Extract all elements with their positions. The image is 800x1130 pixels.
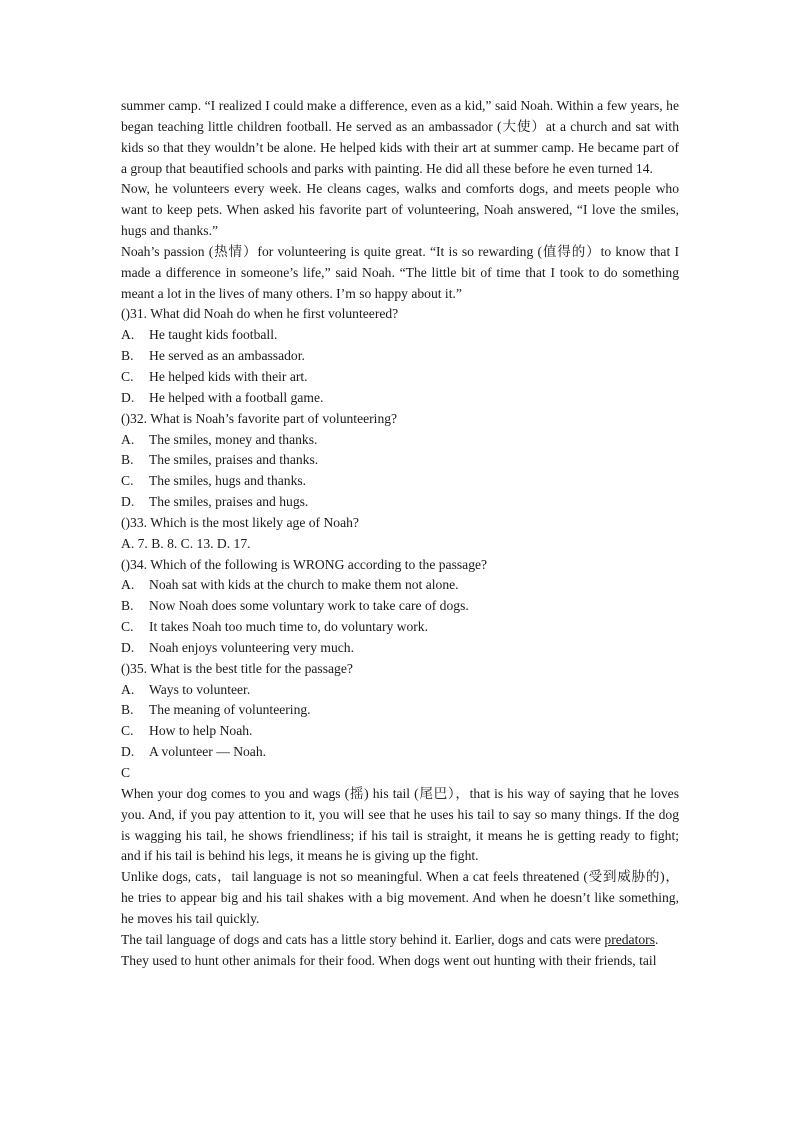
- option-text: The smiles, praises and hugs.: [149, 494, 309, 510]
- option-text: Noah enjoys volunteering very much.: [149, 639, 354, 655]
- option-letter: C.: [121, 473, 134, 489]
- option-letter: A.: [121, 681, 135, 697]
- option-text: He helped with a football game.: [149, 389, 324, 405]
- option-text: The smiles, hugs and thanks.: [149, 473, 307, 489]
- question-33-stem: ()33. Which is the most likely age of Noah?: [121, 514, 359, 530]
- question-31-option-d: [121, 388, 679, 409]
- option-letter: C.: [121, 368, 134, 384]
- option-letter: C.: [121, 619, 134, 635]
- question-35-option-c: [121, 721, 679, 742]
- option-text: Ways to volunteer.: [149, 681, 251, 697]
- option-text: The smiles, money and thanks.: [149, 431, 318, 447]
- section-letter-c: C: [121, 765, 131, 780]
- option-letter: B.: [121, 702, 134, 718]
- option-letter: B.: [121, 348, 134, 364]
- option-text: The smiles, praises and thanks.: [149, 452, 319, 468]
- option-letter: C.: [121, 723, 134, 739]
- question-32-option-a: [121, 430, 679, 451]
- option-text: A volunteer — Noah.: [149, 744, 267, 760]
- question-35-option-b: [121, 700, 679, 721]
- question-34-option-b: [121, 596, 679, 617]
- question-31-option-b: [121, 346, 679, 367]
- passage-c-paragraph-3: [121, 930, 679, 951]
- question-34-option-c: [121, 617, 679, 638]
- option-letter: A.: [121, 327, 135, 343]
- question-35-option-a: [121, 680, 679, 701]
- question-31-option-c: [121, 367, 679, 388]
- option-text: Noah sat with kids at the church to make them not alone.: [149, 577, 459, 593]
- option-letter: D.: [121, 639, 135, 655]
- paragraph-text: The tail language of dogs and cats has a little story behind it. Earlier, dogs and cats were: [121, 931, 601, 947]
- option-letter: D.: [121, 744, 135, 760]
- passage-b-paragraph-1: summer camp. “I realized I could make a difference, even as a kid,” said Noah. Within a few years, he began teaching little children football. He served as an ambassador (大使）at a church and sat with kids so that they wouldn’t be alone. He helped kids with their art at summer camp. He became part of a group that beautified schools and parks with painting. He did all these before he even turned 14.: [121, 98, 679, 176]
- passage-b-paragraph-2: Now, he volunteers every week. He cleans cages, walks and comforts dogs, and meets people who want to keep pets. When asked his favorite part of volunteering, Noah answered, “I love the smiles, hugs and thanks.”: [121, 181, 679, 239]
- option-text: He helped kids with their art.: [149, 368, 308, 384]
- document-page: [121, 96, 679, 971]
- option-text: Now Noah does some voluntary work to take care of dogs.: [149, 598, 469, 614]
- passage-b-paragraph-3: Noah’s passion (热情）for volunteering is quite great. “It is so rewarding (值得的）to know that I made a difference in someone’s life,” said Noah. “The little bit of time that I took to do something meant a lot in the lives of many others. I’m so happy about it.”: [121, 243, 679, 301]
- option-letter: D.: [121, 494, 135, 510]
- option-text: He served as an ambassador.: [149, 348, 305, 364]
- question-32-option-d: [121, 492, 679, 513]
- question-33-inline-options: A. 7. B. 8. C. 13. D. 17.: [121, 535, 251, 551]
- paragraph-punctuation: .: [655, 931, 659, 947]
- option-text: He taught kids football.: [149, 327, 278, 343]
- option-text: It takes Noah too much time to, do voluntary work.: [149, 619, 428, 635]
- question-32-option-b: [121, 450, 679, 471]
- passage-c-paragraph-4: They used to hunt other animals for their food. When dogs went out hunting with their friends, tail: [121, 952, 657, 968]
- option-text: How to help Noah.: [149, 723, 253, 739]
- option-letter: D.: [121, 389, 135, 405]
- option-letter: B.: [121, 452, 134, 468]
- question-32-option-c: [121, 471, 679, 492]
- option-text: The meaning of volunteering.: [149, 702, 311, 718]
- passage-c-paragraph-2: Unlike dogs, cats，tail language is not so meaningful. When a cat feels threatened (受到威胁的)， he tries to appear big and his tail shakes with a big movement. And when he doesn’t like something, he moves his tail quickly.: [121, 869, 679, 926]
- question-34-option-a: [121, 575, 679, 596]
- option-letter: A.: [121, 431, 135, 447]
- question-35-option-d: [121, 742, 679, 763]
- question-35-stem: ()35. What is the best title for the passage?: [121, 660, 353, 676]
- option-letter: B.: [121, 598, 134, 614]
- question-31-option-a: [121, 325, 679, 346]
- question-32-stem: ()32. What is Noah’s favorite part of volunteering?: [121, 410, 398, 426]
- question-34-stem: ()34. Which of the following is WRONG according to the passage?: [121, 556, 488, 572]
- underlined-word-predators: predators: [604, 931, 655, 947]
- option-letter: A.: [121, 577, 135, 593]
- passage-c-paragraph-1: When your dog comes to you and wags (摇) his tail (尾巴），that is his way of saying that he loves you. And, if you pay attention to it, you will see that he uses his tail to say so many things. If the dog is wagging his tail, he shows friendliness; if his tail is straight, it means he is getting ready to fight; and if his tail is behind his legs, it means he is giving up the fight.: [121, 785, 679, 864]
- question-31-stem: ()31. What did Noah do when he first volunteered?: [121, 306, 399, 322]
- question-34-option-d: [121, 638, 679, 659]
